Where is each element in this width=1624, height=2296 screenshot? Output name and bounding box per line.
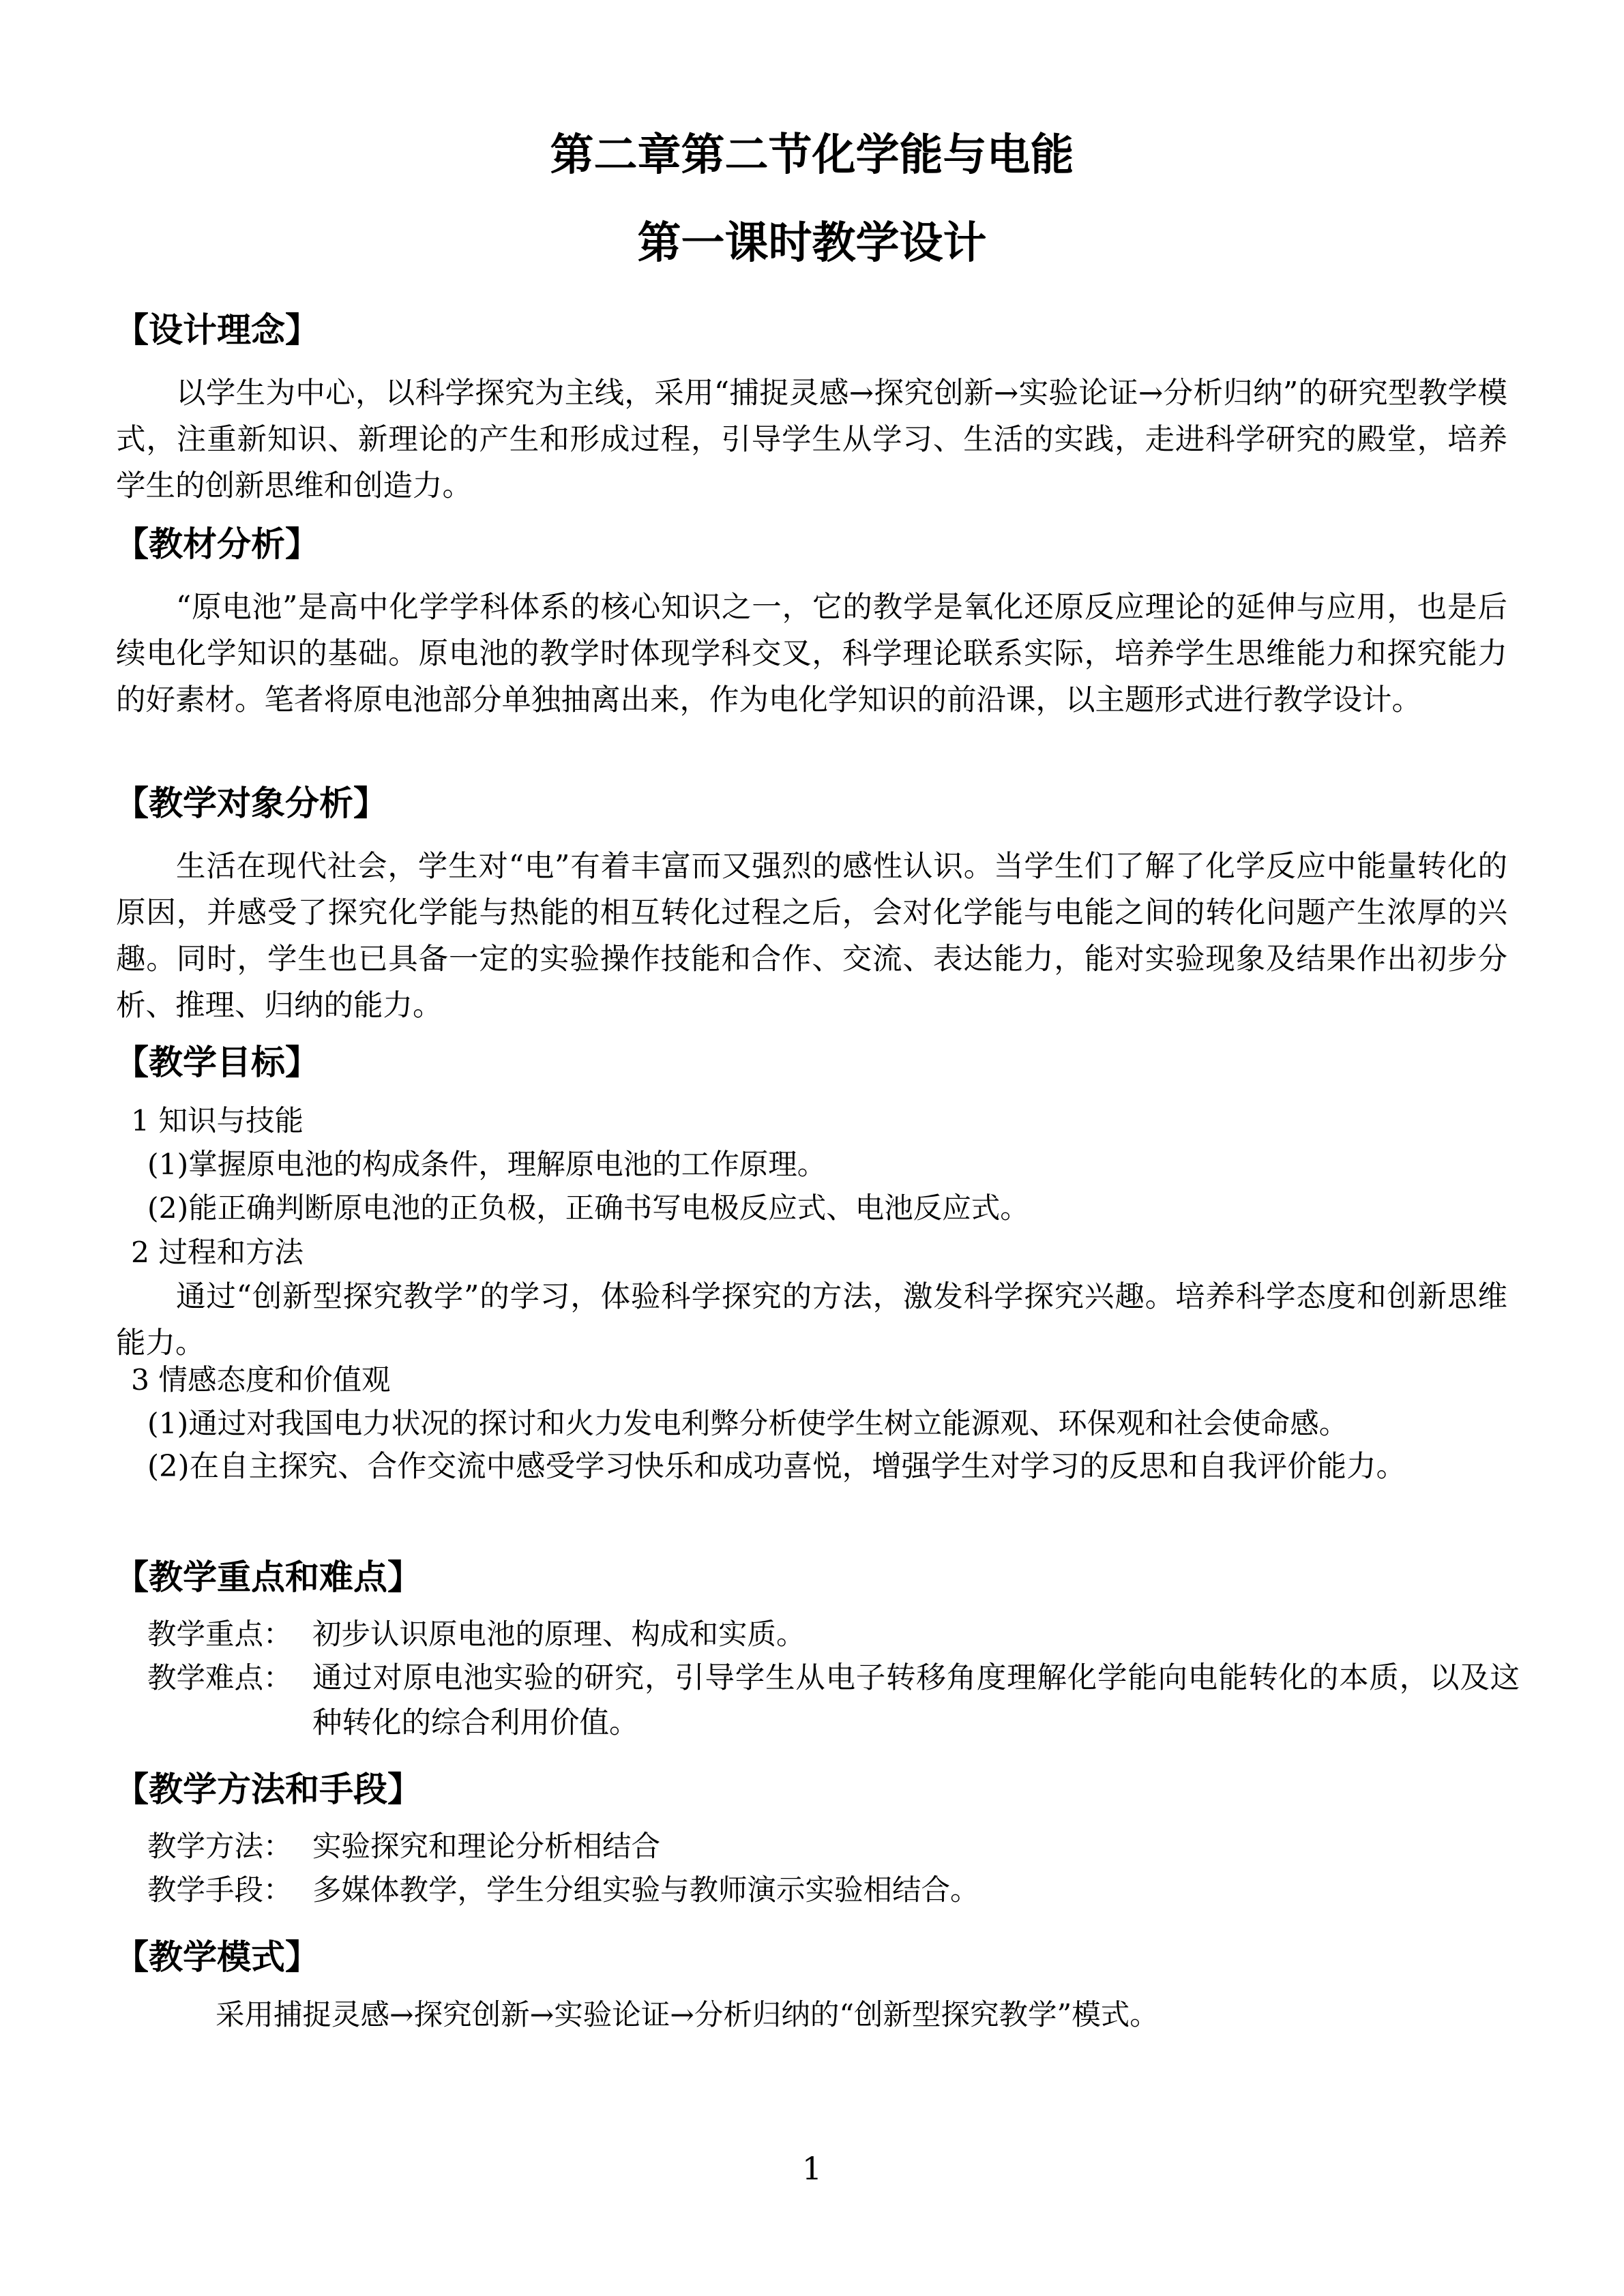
means-text: 多媒体教学，学生分组实验与教师演示实验相结合。 xyxy=(312,1874,979,1907)
key-point-label: 教学重点： xyxy=(147,1618,293,1652)
objective-emotion-item: (1)通过对我国电力状况的探讨和火力发电利弊分析使学生树立能源观、环保观和社会使命感。 xyxy=(147,1407,1348,1441)
heading-teaching-mode: 【教学模式】 xyxy=(115,1937,319,1977)
objective-process-text: 通过“创新型探究教学”的学习，体验科学探究的方法，激发科学探究兴趣。培养科学态度和创新思维能力。 xyxy=(116,1280,1507,1360)
objective-emotion-label: 3 情感态度和价值观 xyxy=(131,1364,391,1397)
heading-key-points: 【教学重点和难点】 xyxy=(115,1557,422,1597)
difficult-point-text: 通过对原电池实验的研究，引导学生从电子转移角度理解化学能向电能转化的本质，以及这种转化的综合利用价值。 xyxy=(312,1661,1520,1740)
teaching-mode-text: 采用捕捉灵感→探究创新→实验论证→分析归纳的“创新型探究教学”模式。 xyxy=(216,1999,1159,2032)
paragraph-student-analysis: 生活在现代社会，学生对“电”有着丰富而又强烈的感性认识。当学生们了解了化学反应中能量转化的原因，并感受了探究化学能与热能的相互转化过程之后，会对化学能与电能之间的转化问题产生浓厚的兴趣。同时，学生也已具备一定的实验操作技能和合作、交流、表达能力，能对实验现象及结果作出初步分析、推理、归纳的能力。 xyxy=(116,850,1507,1023)
method-label: 教学方法： xyxy=(147,1830,293,1864)
heading-textbook-analysis: 【教材分析】 xyxy=(115,524,319,564)
objective-knowledge-item: (1)掌握原电池的构成条件，理解原电池的工作原理。 xyxy=(147,1148,827,1182)
means-label: 教学手段： xyxy=(147,1874,293,1907)
document-title: 第二章第二节化学能与电能 xyxy=(550,130,1074,181)
method-text: 实验探究和理论分析相结合 xyxy=(312,1830,661,1864)
page-number: 1 xyxy=(801,2150,823,2187)
paragraph-textbook-analysis: “原电池”是高中化学学科体系的核心知识之一，它的教学是氧化还原反应理论的延伸与应用，也是后续电化学知识的基础。原电池的教学时体现学科交叉，科学理论联系实际，培养学生思维能力和探究能力的好素材。笔者将原电池部分单独抽离出来，作为电化学知识的前沿课，以主题形式进行教学设计。 xyxy=(116,591,1507,717)
objective-emotion-item: (2)在自主探究、合作交流中感受学习快乐和成功喜悦，增强学生对学习的反思和自我评价能力。 xyxy=(147,1450,1406,1484)
heading-student-analysis: 【教学对象分析】 xyxy=(115,784,387,823)
objective-knowledge-label: 1 知识与技能 xyxy=(131,1105,304,1138)
paragraph-design-concept: 以学生为中心，以科学探究为主线，采用“捕捉灵感→探究创新→实验论证→分析归纳”的研究型教学模式，注重新知识、新理论的产生和形成过程，引导学生从学习、生活的实践，走进科学研究的殿堂，培养学生的创新思维和创造力。 xyxy=(116,376,1507,503)
heading-methods: 【教学方法和手段】 xyxy=(115,1770,422,1809)
heading-design-concept: 【设计理念】 xyxy=(115,310,319,350)
difficult-point-label: 教学难点： xyxy=(147,1662,293,1695)
document-subtitle: 第一课时教学设计 xyxy=(637,218,987,269)
objective-knowledge-item: (2)能正确判断原电池的正负极，正确书写电极反应式、电池反应式。 xyxy=(147,1192,1029,1225)
key-point-text: 初步认识原电池的原理、构成和实质。 xyxy=(312,1618,806,1652)
heading-objectives: 【教学目标】 xyxy=(115,1043,319,1082)
objective-process-label: 2 过程和方法 xyxy=(131,1236,304,1270)
